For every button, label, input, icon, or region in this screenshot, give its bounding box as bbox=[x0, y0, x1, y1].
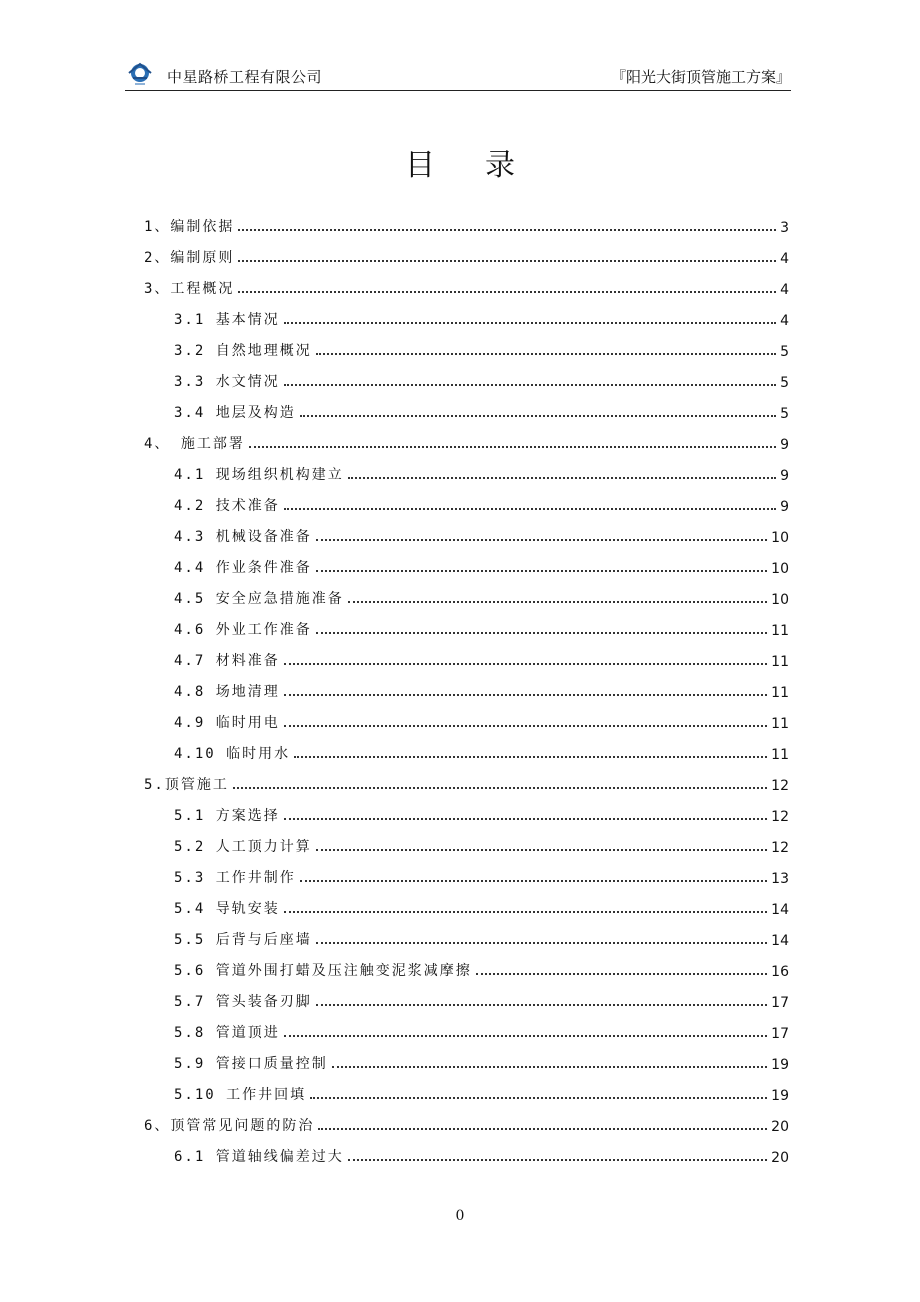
toc-entry-page: 5 bbox=[780, 375, 789, 391]
toc-entry[interactable] bbox=[174, 1144, 789, 1166]
toc-leader-dots bbox=[238, 259, 776, 262]
toc-entry-label: 4.6 外业工作准备 bbox=[174, 622, 312, 638]
toc-leader-dots bbox=[284, 817, 767, 820]
toc-heading-char-1: 目 bbox=[405, 148, 435, 183]
toc-entry-label: 4、 施工部署 bbox=[144, 436, 245, 452]
toc-entry-page: 11 bbox=[771, 747, 789, 763]
toc-entry[interactable] bbox=[174, 648, 789, 670]
toc-leader-dots bbox=[284, 724, 767, 727]
company-logo-icon bbox=[125, 60, 155, 88]
toc-entry-page: 20 bbox=[771, 1150, 789, 1166]
page-header bbox=[125, 58, 791, 91]
toc-entry[interactable] bbox=[174, 679, 789, 701]
toc-entry-label: 3.4 地层及构造 bbox=[174, 405, 296, 421]
toc-entry-page: 4 bbox=[780, 282, 789, 298]
toc-entry[interactable] bbox=[174, 555, 789, 577]
page-number: 0 bbox=[455, 1208, 465, 1224]
toc-entry-page: 20 bbox=[771, 1119, 789, 1135]
toc-leader-dots bbox=[300, 414, 776, 417]
toc-leader-dots bbox=[284, 910, 767, 913]
toc-entry-label: 5.6 管道外围打蜡及压注触变泥浆减摩擦 bbox=[174, 963, 472, 979]
toc-entry[interactable] bbox=[174, 400, 789, 422]
toc-leader-dots bbox=[238, 228, 776, 231]
toc-entry-label: 5.10 工作井回填 bbox=[174, 1087, 307, 1103]
toc-entry-page: 5 bbox=[780, 344, 789, 360]
toc-entry[interactable] bbox=[174, 834, 789, 856]
toc-entry[interactable] bbox=[174, 927, 789, 949]
toc-entry[interactable] bbox=[174, 586, 789, 608]
toc-entry[interactable] bbox=[174, 989, 789, 1011]
toc-entry-page: 4 bbox=[780, 251, 789, 267]
toc-leader-dots bbox=[284, 693, 767, 696]
toc-entry-label: 5.7 管头装备刃脚 bbox=[174, 994, 312, 1010]
toc-entry[interactable] bbox=[174, 1082, 789, 1104]
toc-entry[interactable] bbox=[174, 462, 789, 484]
toc-entry-label: 4.7 材料准备 bbox=[174, 653, 280, 669]
toc-entry-page: 13 bbox=[771, 871, 789, 887]
toc-entry-page: 12 bbox=[771, 840, 789, 856]
toc-leader-dots bbox=[284, 1034, 767, 1037]
toc-entry-page: 14 bbox=[771, 902, 789, 918]
toc-entry-label: 3.1 基本情况 bbox=[174, 312, 280, 328]
toc-entry-page: 4 bbox=[780, 313, 789, 329]
toc-leader-dots bbox=[316, 569, 767, 572]
toc-leader-dots bbox=[316, 848, 767, 851]
toc-entry-label: 5.3 工作井制作 bbox=[174, 870, 296, 886]
toc-entry-page: 11 bbox=[771, 716, 789, 732]
toc-entry-page: 11 bbox=[771, 623, 789, 639]
toc-entry-page: 12 bbox=[771, 778, 789, 794]
toc-heading bbox=[0, 140, 920, 184]
toc-entry-page: 5 bbox=[780, 406, 789, 422]
toc-entry[interactable] bbox=[174, 803, 789, 825]
toc-entry-label: 4.3 机械设备准备 bbox=[174, 529, 312, 545]
toc-leader-dots bbox=[316, 941, 767, 944]
toc-entry[interactable] bbox=[174, 338, 789, 360]
toc-entry[interactable] bbox=[144, 245, 789, 267]
toc-entry-page: 16 bbox=[771, 964, 789, 980]
toc-entry[interactable] bbox=[174, 958, 789, 980]
toc-leader-dots bbox=[238, 290, 776, 293]
toc-entry-label: 6.1 管道轴线偏差过大 bbox=[174, 1149, 344, 1165]
toc-entry[interactable] bbox=[144, 214, 789, 236]
toc-leader-dots bbox=[316, 1003, 767, 1006]
toc-leader-dots bbox=[316, 538, 767, 541]
toc-entry-page: 19 bbox=[771, 1057, 789, 1073]
toc-leader-dots bbox=[294, 755, 767, 758]
toc-entry[interactable] bbox=[144, 431, 789, 453]
toc-entry-label: 5.顶管施工 bbox=[144, 777, 229, 793]
toc-leader-dots bbox=[284, 507, 776, 510]
toc-entry[interactable] bbox=[174, 865, 789, 887]
toc-entry-page: 11 bbox=[771, 654, 789, 670]
toc-entry-page: 17 bbox=[771, 995, 789, 1011]
toc-leader-dots bbox=[476, 972, 767, 975]
toc-leader-dots bbox=[284, 662, 767, 665]
toc-entry-label: 5.8 管道顶进 bbox=[174, 1025, 280, 1041]
toc-entry-page: 14 bbox=[771, 933, 789, 949]
toc-entry-label: 6、顶管常见问题的防治 bbox=[144, 1118, 315, 1134]
toc-entry[interactable] bbox=[174, 1051, 789, 1073]
toc-entry-label: 5.1 方案选择 bbox=[174, 808, 280, 824]
toc-entry-label: 4.1 现场组织机构建立 bbox=[174, 467, 344, 483]
toc-entry-label: 5.2 人工顶力计算 bbox=[174, 839, 312, 855]
toc-entry-page: 12 bbox=[771, 809, 789, 825]
toc-entry-label: 4.5 安全应急措施准备 bbox=[174, 591, 344, 607]
toc-leader-dots bbox=[348, 476, 776, 479]
toc-entry-label: 5.4 导轨安装 bbox=[174, 901, 280, 917]
toc-entry[interactable] bbox=[174, 524, 789, 546]
toc-entry-label: 2、编制原则 bbox=[144, 250, 235, 266]
toc-entry-label: 4.8 场地清理 bbox=[174, 684, 280, 700]
toc-entry-page: 9 bbox=[780, 499, 789, 515]
toc-leader-dots bbox=[332, 1065, 767, 1068]
toc-entry-page: 17 bbox=[771, 1026, 789, 1042]
toc-entry-label: 5.9 管接口质量控制 bbox=[174, 1056, 328, 1072]
toc-leader-dots bbox=[233, 786, 767, 789]
toc-leader-dots bbox=[348, 1158, 767, 1161]
toc-entry[interactable] bbox=[174, 741, 789, 763]
toc-entry[interactable] bbox=[174, 896, 789, 918]
toc-leader-dots bbox=[249, 445, 776, 448]
toc-leader-dots bbox=[284, 383, 776, 386]
toc-entry[interactable] bbox=[144, 772, 789, 794]
toc-entry-page: 10 bbox=[771, 530, 789, 546]
toc-entry[interactable] bbox=[174, 617, 789, 639]
toc-entry-page: 19 bbox=[771, 1088, 789, 1104]
toc-leader-dots bbox=[310, 1096, 767, 1099]
toc-entry-label: 5.5 后背与后座墙 bbox=[174, 932, 312, 948]
toc-leader-dots bbox=[284, 321, 776, 324]
toc-entry-label: 1、编制依据 bbox=[144, 219, 235, 235]
toc-entry[interactable] bbox=[174, 710, 789, 732]
toc-leader-dots bbox=[348, 600, 767, 603]
toc-entry[interactable] bbox=[174, 307, 789, 329]
toc-leader-dots bbox=[316, 352, 776, 355]
toc-entry[interactable] bbox=[144, 1113, 789, 1135]
toc-heading-char-2: 录 bbox=[485, 148, 515, 183]
toc-entry-label: 3.2 自然地理概况 bbox=[174, 343, 312, 359]
toc-entry-label: 4.2 技术准备 bbox=[174, 498, 280, 514]
toc-leader-dots bbox=[300, 879, 767, 882]
toc-entry[interactable] bbox=[174, 1020, 789, 1042]
toc-entry-label: 4.10 临时用水 bbox=[174, 746, 291, 762]
toc-leader-dots bbox=[316, 631, 767, 634]
company-name: 中星路桥工程有限公司 bbox=[167, 68, 323, 86]
toc-entry-page: 3 bbox=[780, 220, 789, 236]
toc-entry[interactable] bbox=[144, 276, 789, 298]
toc-entry-page: 9 bbox=[780, 468, 789, 484]
toc-entry-label: 4.9 临时用电 bbox=[174, 715, 280, 731]
toc-entry-page: 9 bbox=[780, 437, 789, 453]
toc-entry-page: 10 bbox=[771, 561, 789, 577]
toc-entry-label: 3.3 水文情况 bbox=[174, 374, 280, 390]
toc-entry-label: 4.4 作业条件准备 bbox=[174, 560, 312, 576]
toc-entry-page: 10 bbox=[771, 592, 789, 608]
toc-entry[interactable] bbox=[174, 369, 789, 391]
toc-entry[interactable] bbox=[174, 493, 789, 515]
toc-entry-label: 3、工程概况 bbox=[144, 281, 235, 297]
document-title: 『阳光大街顶管施工方案』 bbox=[610, 68, 791, 86]
toc-entry-page: 11 bbox=[771, 685, 789, 701]
toc-leader-dots bbox=[318, 1127, 767, 1130]
